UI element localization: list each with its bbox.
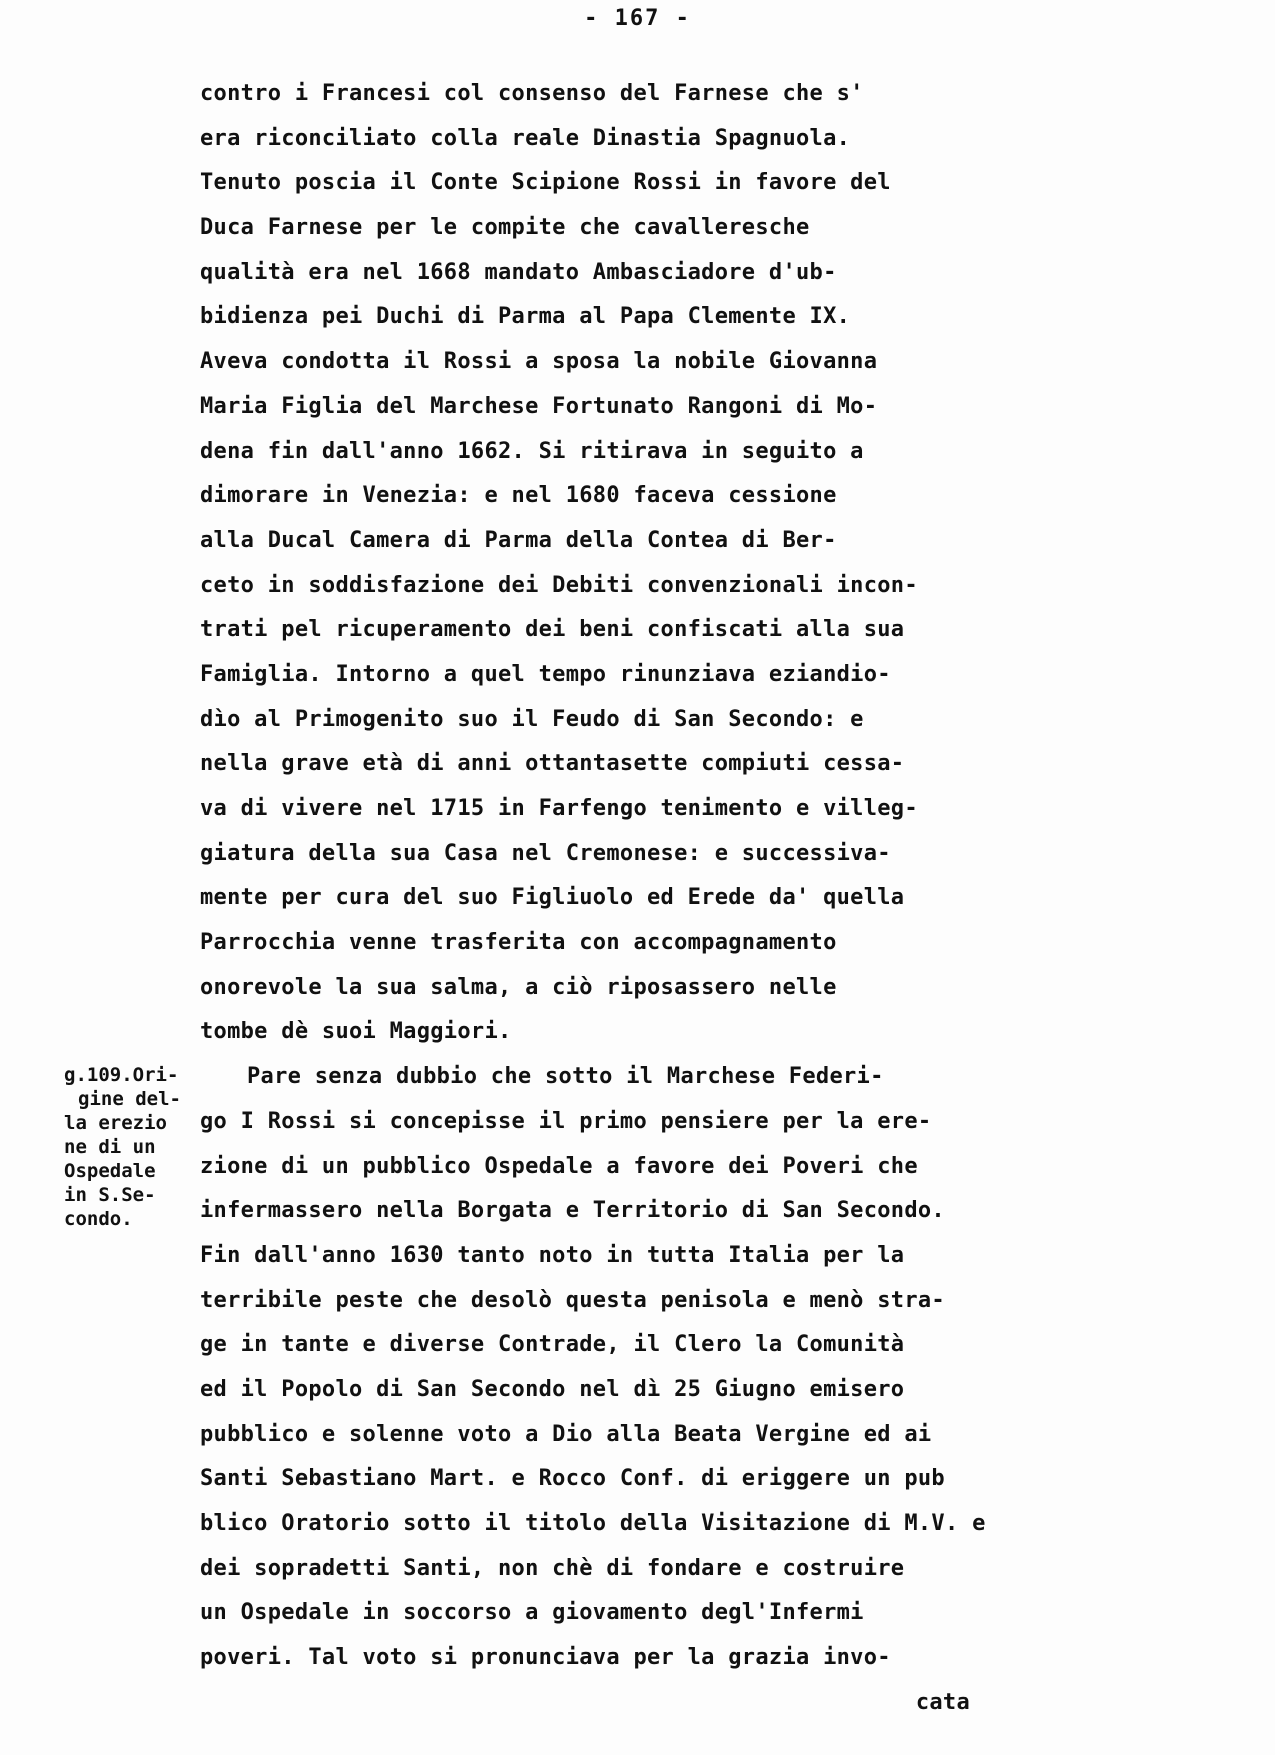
text-line: va di vivere nel 1715 in Farfengo tenimento e villeg- (200, 796, 918, 821)
text-line: onorevole la sua salma, a ciò riposassero nelle (200, 974, 837, 1000)
paragraph-start-line: Pare senza dubbio che sotto il Marchese Federi- (247, 1064, 884, 1090)
margin-note-line: la erezio (64, 1112, 167, 1134)
text-line: dei sopradetti Santi, non chè di fondare e costruire (200, 1555, 905, 1581)
text-line: Duca Farnese per le compite che cavalleresche (200, 215, 810, 241)
margin-note-line: Ospedale (64, 1160, 156, 1182)
text-line: mente per cura del suo Figliuolo ed Erede da' quella (200, 885, 905, 911)
margin-note (64, 1063, 204, 1231)
text-line: poveri. Tal voto si pronunciava per la grazia invo- (200, 1645, 891, 1671)
text-line: tombe dè suoi Maggiori. (200, 1019, 512, 1045)
text-line: dena fin dall'anno 1662. Si ritirava in seguito a (200, 438, 864, 464)
margin-note-line: ne di un (64, 1136, 156, 1158)
text-line: bidienza pei Duchi di Parma al Papa Clemente IX. (200, 304, 851, 330)
margin-note-line: condo. (64, 1208, 133, 1230)
text-line: Aveva condotta il Rossi a sposa la nobile Giovanna (200, 349, 878, 375)
text-line: Tenuto poscia il Conte Scipione Rossi in favore del (200, 170, 891, 196)
text-line: Santi Sebastiano Mart. e Rocco Conf. di eriggere un pub (200, 1466, 945, 1492)
margin-note-line: gine del- (78, 1088, 181, 1110)
text-line: go I Rossi si concepisse il primo pensiere per la ere- (200, 1108, 932, 1134)
text-line: Famiglia. Intorno a quel tempo rinunziava eziandio- (200, 661, 891, 687)
text-line: ed il Popolo di San Secondo nel dì 25 Giugno emisero (200, 1376, 905, 1402)
text-line: contro i Francesi col consenso del Farnese che s' (200, 81, 864, 106)
text-line: trati pel ricuperamento dei beni confiscati alla sua (200, 617, 905, 643)
text-line: Fin dall'anno 1630 tanto noto in tutta Italia per la (200, 1242, 905, 1268)
text-line: Parrocchia venne trasferita con accompagnamento (200, 930, 837, 956)
text-line: ceto in soddisfazione dei Debiti convenzionali incon- (200, 572, 918, 598)
text-line: dìo al Primogenito suo il Feudo di San Secondo: e (200, 706, 864, 732)
text-line: Maria Figlia del Marchese Fortunato Rangoni di Mo- (200, 393, 878, 419)
text-line: alla Ducal Camera di Parma della Contea di Ber- (200, 527, 837, 553)
text-line: dimorare in Venezia: e nel 1680 faceva cessione (200, 483, 837, 509)
text-line: nella grave età di anni ottantasette compiuti cessa- (200, 751, 905, 777)
text-line: giatura della sua Casa nel Cremonese: e successiva- (200, 840, 891, 866)
text-line: pubblico e solenne voto a Dio alla Beata Vergine ed ai (200, 1421, 932, 1447)
text-line: ge in tante e diverse Contrade, il Clero la Comunità (200, 1332, 905, 1358)
text-line: zione di un pubblico Ospedale a favore dei Poveri che (200, 1153, 918, 1179)
catchword: cata (915, 1689, 970, 1715)
margin-note-line: in S.Se- (64, 1184, 156, 1206)
text-line: terribile peste che desolò questa penisola e menò stra- (200, 1287, 945, 1313)
text-line: infermassero nella Borgata e Territorio di San Secondo. (200, 1198, 945, 1224)
margin-note-line: g.109.Ori- (64, 1064, 179, 1086)
body-text (200, 72, 1260, 1725)
text-line: qualità era nel 1668 mandato Ambasciadore d'ub- (200, 259, 837, 285)
text-line: blico Oratorio sotto il titolo della Visitazione di M.V. e (200, 1511, 986, 1536)
text-line: un Ospedale in soccorso a giovamento degl'Infermi (200, 1600, 864, 1626)
text-line: era riconciliato colla reale Dinastia Spagnuola. (200, 125, 851, 151)
page-number: - 167 - (584, 6, 691, 31)
